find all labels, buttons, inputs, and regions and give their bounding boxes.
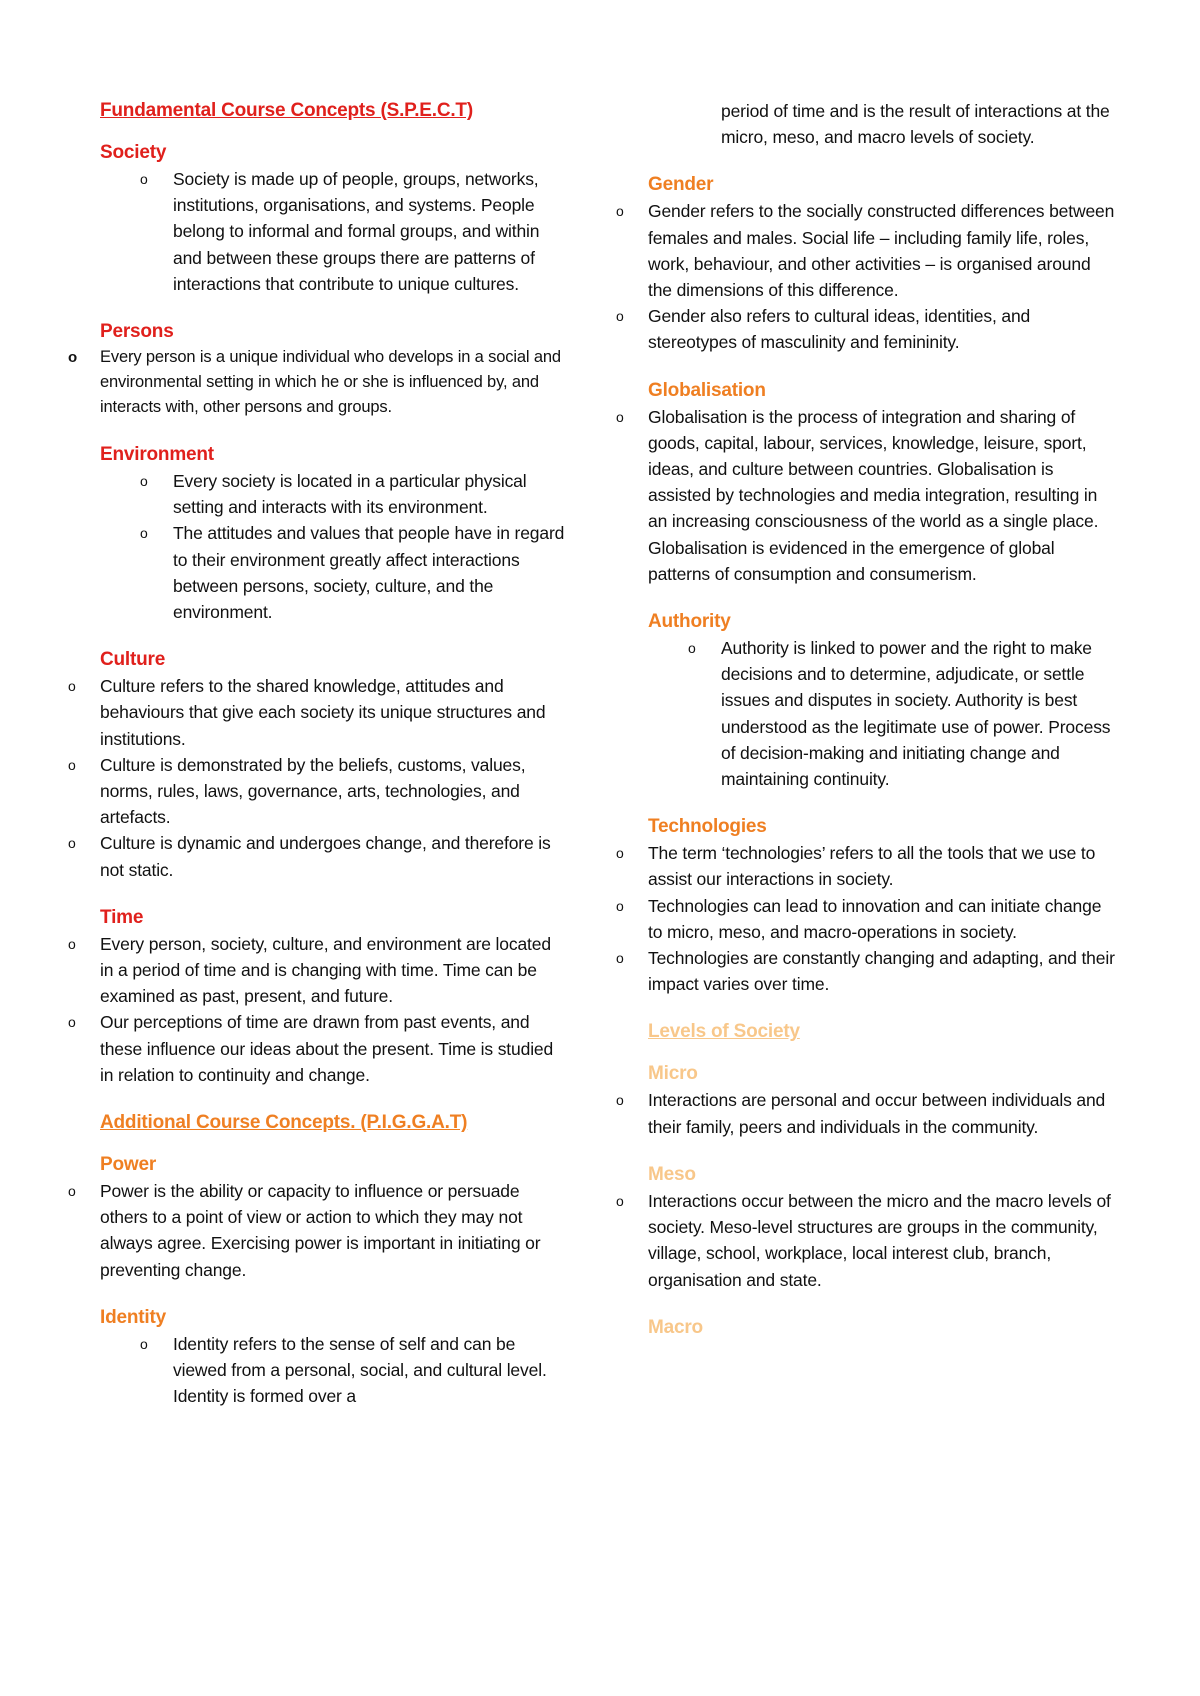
bullet-icon: o [616,1192,624,1209]
bullet-icon: o [68,935,76,952]
bullet-icon: o [68,756,76,773]
list-item: o Technologies are constantly changing and adapting, and their impact varies over time. [616,945,1116,997]
section-society [68,140,568,297]
list-item: o Our perceptions of time are drawn from past events, and these influence our ideas about the present. Time is studied in relation to continuity and change. [68,1009,568,1088]
culture-heading: Culture [100,649,166,671]
list-item: o Globalisation is the process of integration and sharing of goods, capital, labour, services, knowledge, leisure, sport, ideas, and culture between countries. Globalisation is assisted by technologies and media integration, resulting in an increasing consciousness of the world as a single place. Globalisation is evidenced in the emergence of global patterns of consumption and consumerism. [616,404,1116,587]
authority-list [616,635,1116,792]
technologies-heading: Technologies [648,816,767,838]
list-item: o Power is the ability or capacity to influence or persuade others to a point of view or action to which they may not always agree. Exercising power is important in initiating or preventing change. [68,1178,568,1283]
identity-list [68,1331,568,1410]
bullet-icon: o [616,308,624,325]
environment-heading: Environment [100,444,214,466]
section-persons [68,319,568,420]
list-item: o Technologies can lead to innovation and can initiate change to micro, meso, and macro-operations in society. [616,893,1116,945]
fundamental-concepts-title: Fundamental Course Concepts (S.P.E.C.T) [100,100,473,121]
bullet-icon: o [616,203,624,220]
micro-heading: Micro [648,1063,698,1085]
society-list [68,166,568,297]
section-macro [616,1315,1116,1341]
section-power [68,1152,568,1283]
globalisation-list [616,404,1116,587]
section-gender [616,172,1116,355]
bullet-icon: o [140,525,148,542]
bullet-icon: o [140,171,148,187]
identity-continued-text: period of time and is the result of interactions at the micro, meso, and macro levels of society. [721,101,1110,148]
macro-heading: Macro [648,1316,703,1338]
list-item: o Interactions occur between the micro and the macro levels of society. Meso-level structures are groups in the community, village, school, workplace, local interest club, branch, organisation and state. [616,1188,1116,1293]
section-authority [616,609,1116,792]
environment-list [68,468,568,625]
bullet-icon: o [140,1335,148,1352]
bullet-icon: o [68,349,78,367]
persons-list [68,345,568,420]
power-list [68,1178,568,1283]
meso-heading: Meso [648,1163,696,1185]
levels-of-society-title: Levels of Society [648,1021,800,1043]
culture-list [68,673,568,883]
section-environment [68,442,568,625]
list-item: o Identity refers to the sense of self and can be viewed from a personal, social, and cultural level. Identity is formed over a [68,1331,568,1410]
bullet-icon: o [140,473,148,490]
bullet-icon: o [616,845,624,862]
bullet-icon: o [616,897,624,914]
time-heading: Time [100,906,144,928]
list-item: o Every person is a unique individual who develops in a social and environmental setting in which he or she is influenced by, and interacts with, other persons and groups. [68,345,568,420]
section-culture [68,647,568,883]
micro-list [616,1087,1116,1139]
list-item: o Authority is linked to power and the right to make decisions and to determine, adjudicate, or settle issues and disputes in society. Authority is best understood as the legitimate use of power. Process of decision-making and initiating change and maintaining continuity. [616,635,1116,792]
power-heading: Power [100,1154,157,1176]
list-item: o Every society is located in a particular physical setting and interacts with its environment. [68,468,568,520]
society-heading: Society [100,142,167,163]
list-item: o Culture is demonstrated by the beliefs, customs, values, norms, rules, laws, governance, arts, technologies, and artefacts. [68,752,568,831]
section-micro [616,1061,1116,1139]
list-item: o The term ‘technologies’ refers to all the tools that we use to assist our interactions in society. [616,840,1116,892]
bullet-icon: o [616,950,624,967]
list-item: o Culture refers to the shared knowledge, attitudes and behaviours that give each society its unique structures and institutions. [68,673,568,752]
section-globalisation [616,378,1116,587]
meso-list [616,1188,1116,1293]
globalisation-heading: Globalisation [648,379,766,401]
section-meso [616,1162,1116,1293]
list-item: o Every person, society, culture, and environment are located in a period of time and is changing with time. Time can be examined as past, present, and future. [68,931,568,1010]
additional-concepts-title: Additional Course Concepts. (P.I.G.G.A.T) [100,1112,468,1134]
list-item: o The attitudes and values that people have in regard to their environment greatly affect interactions between persons, society, culture, and the environment. [68,520,568,625]
list-item: o Gender refers to the socially constructed differences between females and males. Social life – including family life, roles, work, behaviour, and other activities – is organised around the dimensions of this difference. [616,198,1116,303]
list-item: o Interactions are personal and occur between individuals and their family, peers and individuals in the community. [616,1087,1116,1139]
bullet-icon: o [616,1092,624,1109]
gender-heading: Gender [648,174,714,196]
bullet-icon: o [68,678,76,695]
bullet-icon: o [68,835,76,852]
authority-heading: Authority [648,611,731,633]
bullet-icon: o [68,1014,76,1031]
technologies-list [616,840,1116,997]
time-list [68,931,568,1088]
list-item: o Culture is dynamic and undergoes change, and therefore is not static. [68,830,568,882]
gender-list [616,198,1116,355]
bullet-icon: o [616,408,624,425]
section-technologies [616,814,1116,997]
bullet-icon: o [68,1183,76,1200]
right-column [616,98,1116,1363]
section-identity [68,1305,568,1410]
section-time [68,905,568,1088]
identity-heading: Identity [100,1306,166,1328]
persons-heading: Persons [100,321,174,343]
bullet-icon: o [688,640,696,657]
left-column [68,98,568,1432]
list-item: o Gender also refers to cultural ideas, identities, and stereotypes of masculinity and femininity. [616,303,1116,355]
list-item: o Society is made up of people, groups, networks, institutions, organisations, and systems. People belong to informal and formal groups, and within and between these groups there are patterns of interactions that contribute to unique cultures. [68,166,568,297]
